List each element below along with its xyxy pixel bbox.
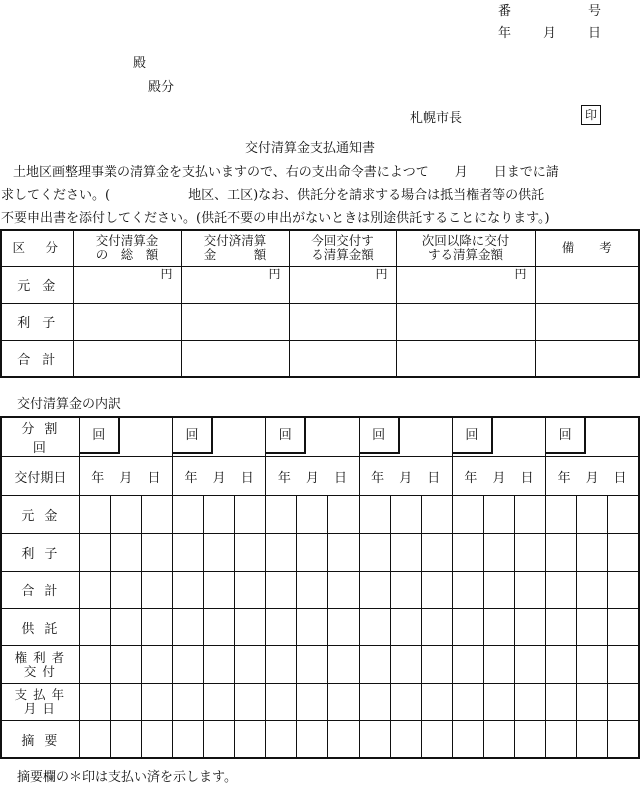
breakdown-row-label: 分割回: [1, 417, 79, 457]
amount-cell: [173, 683, 204, 720]
breakdown-row-label: 交付期日: [1, 457, 79, 495]
header-remarks: 備 考: [535, 230, 639, 266]
breakdown-row: [1, 457, 639, 495]
summary-header-row: [1, 230, 639, 266]
date-part-label: 日: [334, 470, 348, 486]
amount-cell: [359, 608, 390, 645]
amount-cell: [266, 495, 297, 533]
amount-cell: [110, 683, 141, 720]
date-part-label: 月: [305, 470, 319, 486]
issuer-name: 札幌市長: [410, 111, 463, 126]
amount-cell: [266, 608, 297, 645]
amount-cell: [421, 534, 452, 571]
amount-cell: [608, 571, 639, 608]
kai-box: 回: [80, 418, 120, 454]
amount-cell: [577, 534, 608, 571]
amount-cell: [608, 534, 639, 571]
yen-unit: 円: [181, 266, 289, 303]
amount-cell: [328, 646, 359, 683]
amount-cell: [546, 646, 577, 683]
row-label-interest: 利子: [1, 303, 73, 340]
amount-cell: [235, 534, 266, 571]
amount-cell: [328, 571, 359, 608]
header-kubun: 区 分: [1, 230, 73, 266]
summary-row-total: [1, 340, 639, 377]
date-part-label: 年: [91, 470, 105, 486]
amount-cell: [141, 721, 172, 758]
date-part-label: 月: [399, 470, 413, 486]
amount-cell: [297, 534, 328, 571]
document-title: 交付清算金支払通知書: [245, 141, 376, 156]
date-part-label: 年: [184, 470, 198, 486]
amount-cell: [421, 495, 452, 533]
date-part-label: 日: [240, 470, 254, 486]
amount-cell: [577, 608, 608, 645]
amount-cell: [110, 608, 141, 645]
header-next: 次回以降に交付 する清算金額: [396, 230, 535, 266]
amount-cell: [266, 646, 297, 683]
amount-cell: [390, 495, 421, 533]
amount-cell: [328, 495, 359, 533]
kai-box: 回: [266, 418, 306, 454]
amount-cell: [483, 571, 514, 608]
amount-cell: [297, 646, 328, 683]
amount-cell: [577, 646, 608, 683]
amount-cell: [515, 608, 546, 645]
amount-cell: [452, 495, 483, 533]
amount-cell: [421, 608, 452, 645]
amount-cell: [577, 495, 608, 533]
amount-cell: [359, 646, 390, 683]
amount-cell: [608, 683, 639, 720]
amount-cell: [141, 571, 172, 608]
cell: [535, 303, 639, 340]
cell: [535, 340, 639, 377]
summary-row-interest: [1, 303, 639, 340]
yen-unit: 円: [289, 266, 396, 303]
amount-cell: [359, 571, 390, 608]
amount-cell: [297, 608, 328, 645]
cell: [181, 340, 289, 377]
date-part-label: 月: [492, 470, 506, 486]
cell: [73, 303, 181, 340]
breakdown-row: [1, 683, 639, 720]
number-label-go: 号: [588, 4, 602, 19]
amount-cell: [79, 571, 110, 608]
date-part-label: 月: [585, 470, 599, 486]
amount-cell: [452, 608, 483, 645]
date-part-label: 年: [371, 470, 385, 486]
amount-cell: [421, 646, 452, 683]
breakdown-row: [1, 646, 639, 683]
amount-cell: [110, 721, 141, 758]
amount-cell: [483, 646, 514, 683]
amount-cell: [390, 721, 421, 758]
delivery-date-cell: [452, 457, 545, 495]
amount-cell: [359, 534, 390, 571]
amount-cell: [608, 646, 639, 683]
amount-cell: [483, 721, 514, 758]
amount-cell: [110, 495, 141, 533]
amount-cell: [235, 646, 266, 683]
amount-cell: [79, 534, 110, 571]
breakdown-row-label: 元金: [1, 495, 79, 533]
number-label-ban: 番: [498, 4, 512, 19]
amount-cell: [390, 534, 421, 571]
kai-box: 回: [453, 418, 493, 454]
date-part-label: 月: [212, 470, 226, 486]
yen-unit: 円: [73, 266, 181, 303]
cell: [289, 340, 396, 377]
date-year-label: 年: [498, 26, 512, 41]
amount-cell: [452, 571, 483, 608]
amount-cell: [79, 495, 110, 533]
amount-cell: [297, 683, 328, 720]
amount-cell: [79, 608, 110, 645]
breakdown-row-label: 合計: [1, 571, 79, 608]
amount-cell: [141, 534, 172, 571]
amount-cell: [110, 646, 141, 683]
amount-cell: [235, 571, 266, 608]
date-part-label: 日: [427, 470, 441, 486]
row-label-principal: 元金: [1, 266, 73, 303]
remarks-cell: [535, 266, 639, 303]
footnote: 摘要欄の＊印は支払い済を示します。: [17, 770, 237, 785]
header-this-time: 今回交付す る清算金額: [289, 230, 396, 266]
amount-cell: [546, 534, 577, 571]
amount-cell: [266, 721, 297, 758]
amount-cell: [390, 646, 421, 683]
seal-stamp: 印: [581, 105, 601, 125]
amount-cell: [141, 646, 172, 683]
installment-cell: [79, 417, 172, 457]
delivery-date-cell: [79, 457, 172, 495]
amount-cell: [173, 495, 204, 533]
amount-cell: [515, 721, 546, 758]
cell: [396, 303, 535, 340]
amount-cell: [515, 571, 546, 608]
amount-cell: [204, 683, 235, 720]
date-part-label: 月: [119, 470, 133, 486]
header-paid: 交付済清算 金 額: [181, 230, 289, 266]
amount-cell: [515, 534, 546, 571]
breakdown-title: 交付清算金の内訳: [17, 397, 122, 412]
amount-cell: [483, 683, 514, 720]
amount-cell: [483, 534, 514, 571]
breakdown-row-label: 支払年月日: [1, 683, 79, 720]
breakdown-row: [1, 721, 639, 758]
amount-cell: [546, 571, 577, 608]
amount-cell: [235, 721, 266, 758]
amount-cell: [141, 608, 172, 645]
kai-box: 回: [173, 418, 213, 454]
row-label-total: 合計: [1, 340, 73, 377]
amount-cell: [235, 608, 266, 645]
delivery-date-cell: [546, 457, 639, 495]
amount-cell: [483, 608, 514, 645]
header-total: 交付清算金 の 総 額: [73, 230, 181, 266]
amount-cell: [141, 495, 172, 533]
amount-cell: [141, 683, 172, 720]
amount-cell: [577, 683, 608, 720]
amount-cell: [204, 571, 235, 608]
date-part-label: 年: [557, 470, 571, 486]
amount-cell: [515, 683, 546, 720]
date-part-label: 年: [277, 470, 291, 486]
amount-cell: [79, 721, 110, 758]
delivery-date-cell: [266, 457, 359, 495]
amount-cell: [235, 683, 266, 720]
amount-cell: [204, 608, 235, 645]
body-line-1: 土地区画整理事業の清算金を支払いますので、右の支出命令書によつて 月 日までに請: [13, 165, 559, 180]
date-part-label: 年: [464, 470, 478, 486]
amount-cell: [421, 571, 452, 608]
amount-cell: [452, 721, 483, 758]
breakdown-table: [0, 416, 640, 759]
amount-cell: [515, 495, 546, 533]
amount-cell: [173, 721, 204, 758]
amount-cell: [328, 721, 359, 758]
amount-cell: [297, 571, 328, 608]
amount-cell: [79, 683, 110, 720]
cell: [181, 303, 289, 340]
amount-cell: [328, 608, 359, 645]
amount-cell: [235, 495, 266, 533]
amount-cell: [608, 721, 639, 758]
amount-cell: [421, 721, 452, 758]
amount-cell: [110, 534, 141, 571]
amount-cell: [266, 534, 297, 571]
amount-cell: [204, 646, 235, 683]
amount-cell: [577, 571, 608, 608]
amount-cell: [328, 534, 359, 571]
breakdown-row-label: 権利者交付: [1, 646, 79, 683]
breakdown-row-label: 摘要: [1, 721, 79, 758]
amount-cell: [359, 683, 390, 720]
body-line-2: 求してください。( 地区、工区)なお、供託分を請求する場合は抵当権者等の供託: [1, 188, 545, 203]
amount-cell: [359, 721, 390, 758]
breakdown-row: [1, 534, 639, 571]
amount-cell: [390, 608, 421, 645]
installment-cell: [173, 417, 266, 457]
amount-cell: [546, 495, 577, 533]
amount-cell: [173, 646, 204, 683]
installment-cell: [452, 417, 545, 457]
amount-cell: [328, 683, 359, 720]
amount-cell: [173, 571, 204, 608]
delivery-date-cell: [359, 457, 452, 495]
kai-box: 回: [546, 418, 586, 454]
breakdown-row-label: 利子: [1, 534, 79, 571]
addressee-dono: 殿: [133, 56, 147, 71]
amount-cell: [297, 495, 328, 533]
amount-cell: [266, 683, 297, 720]
breakdown-row: [1, 571, 639, 608]
yen-unit: 円: [396, 266, 535, 303]
amount-cell: [452, 534, 483, 571]
amount-cell: [546, 683, 577, 720]
breakdown-row-label: 供託: [1, 608, 79, 645]
installment-cell: [546, 417, 639, 457]
amount-cell: [297, 721, 328, 758]
amount-cell: [204, 534, 235, 571]
cell: [396, 340, 535, 377]
amount-cell: [608, 495, 639, 533]
amount-cell: [110, 571, 141, 608]
amount-cell: [421, 683, 452, 720]
date-day-label: 日: [588, 26, 602, 41]
breakdown-row: [1, 495, 639, 533]
date-part-label: 日: [147, 470, 161, 486]
amount-cell: [390, 571, 421, 608]
amount-cell: [173, 608, 204, 645]
cell: [289, 303, 396, 340]
amount-cell: [390, 683, 421, 720]
amount-cell: [452, 646, 483, 683]
amount-cell: [546, 721, 577, 758]
addressee-donobun: 殿分: [148, 80, 175, 95]
amount-cell: [546, 608, 577, 645]
breakdown-row: [1, 608, 639, 645]
date-part-label: 日: [520, 470, 534, 486]
amount-cell: [359, 495, 390, 533]
breakdown-row: [1, 417, 639, 457]
delivery-date-cell: [173, 457, 266, 495]
amount-cell: [204, 495, 235, 533]
amount-cell: [266, 571, 297, 608]
amount-cell: [483, 495, 514, 533]
date-part-label: 日: [613, 470, 627, 486]
body-line-3: 不要申出書を添付してください。(供託不要の申出がないときは別途供託することになります。): [1, 211, 550, 226]
kai-box: 回: [360, 418, 400, 454]
amount-cell: [608, 608, 639, 645]
amount-cell: [204, 721, 235, 758]
amount-cell: [79, 646, 110, 683]
summary-table: [0, 229, 640, 378]
date-month-label: 月: [543, 26, 557, 41]
summary-row-principal: [1, 266, 639, 303]
amount-cell: [452, 683, 483, 720]
installment-cell: [266, 417, 359, 457]
amount-cell: [515, 646, 546, 683]
amount-cell: [173, 534, 204, 571]
amount-cell: [577, 721, 608, 758]
installment-cell: [359, 417, 452, 457]
cell: [73, 340, 181, 377]
